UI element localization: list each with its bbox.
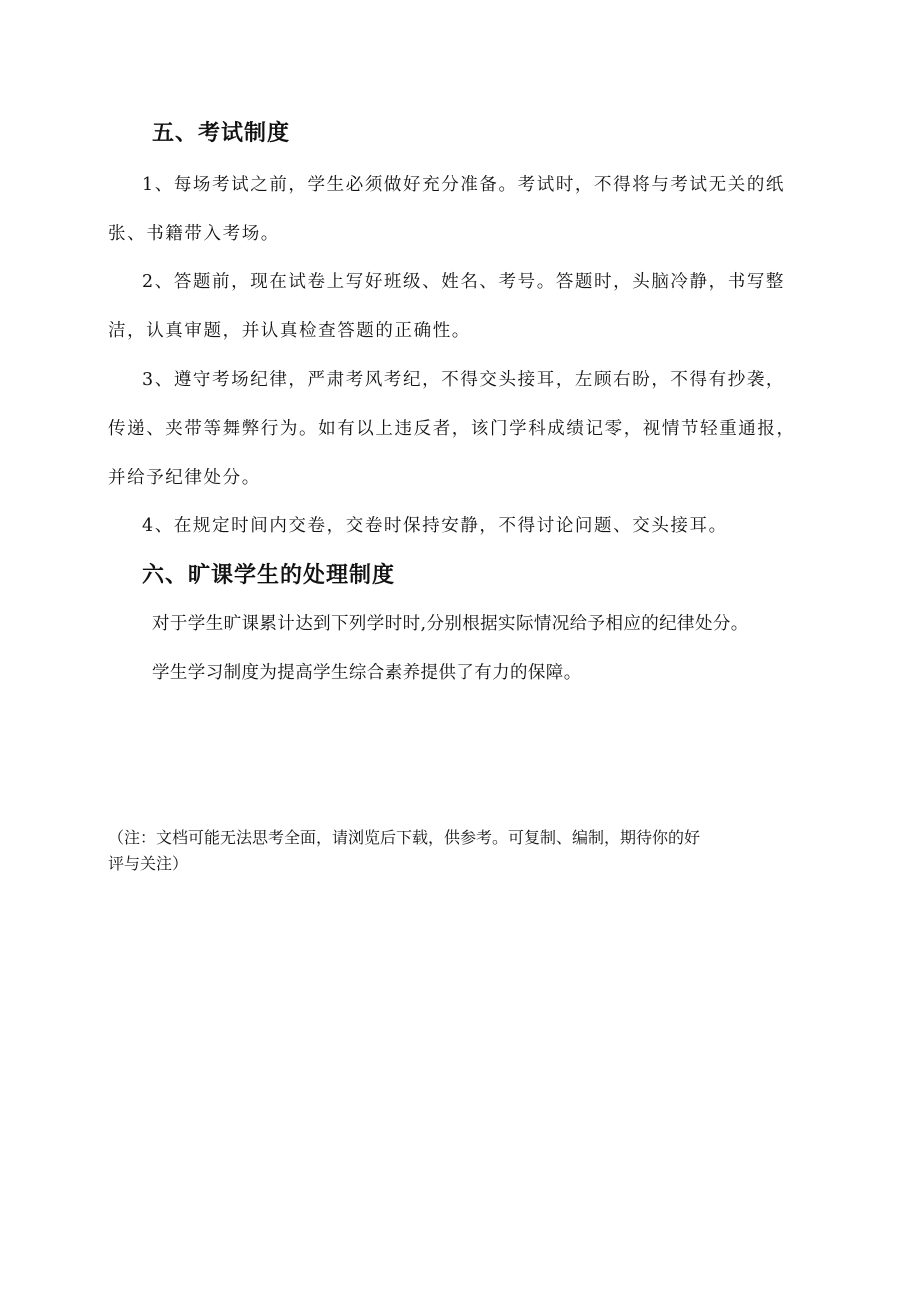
section-heading-truancy: 六、旷课学生的处理制度 (142, 563, 396, 588)
rule-2-line-1: 2、答题前，现在试卷上写好班级、姓名、考号。答题时，头脑冷静，书写整 (142, 272, 786, 292)
footnote-line-1: （注：文档可能无法思考全面，请浏览后下载，供参考。可复制、编制，期待你的好 (108, 828, 701, 847)
section-heading-exam-rules: 五、考试制度 (152, 121, 291, 146)
footnote-line-2: 评与关注） (108, 854, 189, 873)
rule-1-line-2: 张、书籍带入考场。 (108, 224, 280, 244)
rule-3-line-2: 传递、夹带等舞弊行为。如有以上违反者，该门学科成绩记零，视情节轻重通报， (108, 419, 796, 439)
rule-1-line-1: 1、每场考试之前，学生必须做好充分准备。考试时，不得将与考试无关的纸 (142, 175, 786, 195)
rule-3-line-1: 3、遵守考场纪律，严肃考风考纪，不得交头接耳，左顾右盼，不得有抄袭， (142, 370, 786, 390)
summary-paragraph: 学生学习制度为提高学生综合素养提供了有力的保障。 (152, 663, 582, 683)
rule-3-line-3: 并给予纪律处分。 (108, 468, 261, 488)
truancy-paragraph: 对于学生旷课累计达到下列学时时,分别根据实际情况给予相应的纪律处分。 (152, 614, 749, 634)
rule-4-line-1: 4、在规定时间内交卷，交卷时保持安静，不得讨论问题、交头接耳。 (142, 516, 728, 536)
rule-2-line-2: 洁，认真审题，并认真检查答题的正确性。 (108, 321, 471, 341)
